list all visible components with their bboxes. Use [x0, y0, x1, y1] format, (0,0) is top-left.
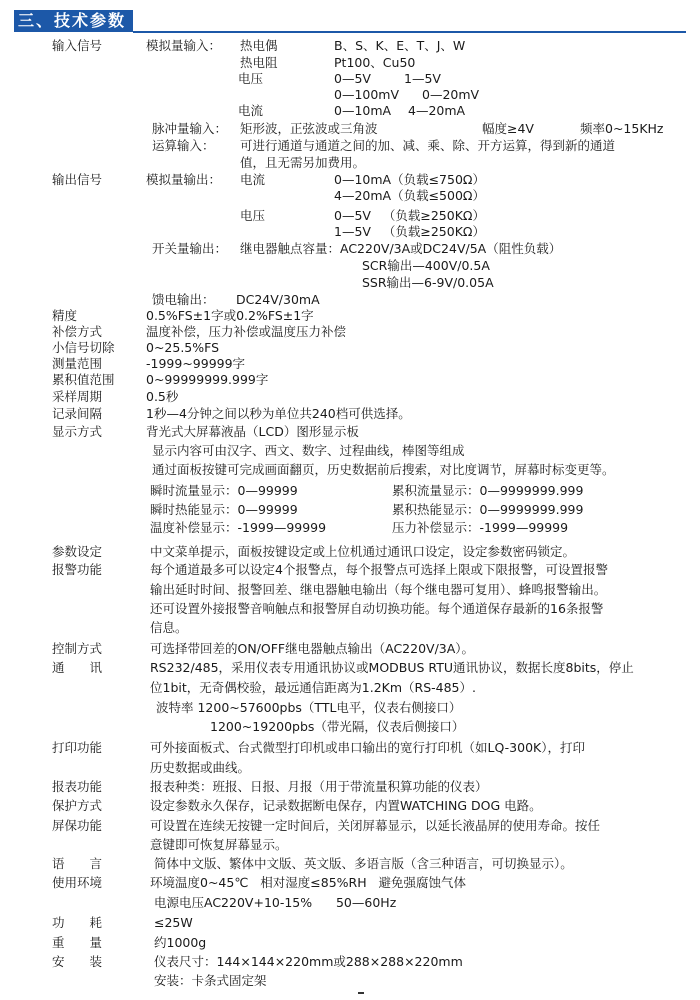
- ssr-output: SSR输出—6-9V/0.05A: [362, 275, 494, 290]
- environment-line-1: 环境温度0~45℃ 相对湿度≤85%RH 避免强腐蚀气体: [150, 875, 467, 890]
- calc-input-line-1: 可进行通道与通道之间的加、减、乘、除、开方运算，得到新的通道: [240, 138, 616, 153]
- language-label: 语 言: [52, 856, 103, 871]
- rtd-label: 热电阻: [240, 55, 278, 70]
- control-value: 可选择带回差的ON/OFF继电器触点输出（AC220V/3A）。: [150, 641, 475, 656]
- display-label: 显示方式: [52, 424, 103, 439]
- calc-input-label: 运算输入：: [152, 138, 215, 153]
- compensation-value: 温度补偿，压力补偿或温度压力补偿: [146, 324, 347, 339]
- calc-input-line-2: 值，且无需另加费用。: [240, 155, 366, 170]
- environment-line-2: 电源电压AC220V+10-15% 50—60Hz: [154, 895, 397, 910]
- analog-input-label: 模拟量输入：: [146, 38, 222, 53]
- input-current-range-1: 0—10mA: [334, 103, 392, 118]
- pulse-input-label: 脉冲量输入：: [152, 121, 228, 136]
- heat-accumulated-display: 累积热能显示：0—9999999.999: [392, 502, 584, 517]
- comm-line-2: 位1bit，无奇偶校验，最远通信距离为1.2Km（RS-485）.: [150, 680, 476, 695]
- output-voltage-label: 电压: [240, 208, 266, 223]
- pulse-waveforms: 矩形波，正弦波或三角波: [240, 121, 378, 136]
- comm-line-1: RS232/485，采用仪表专用通讯协议或MODBUS RTU通讯协议，数据长度8bits，停止: [150, 660, 634, 675]
- accumulate-range-label: 累积值范围: [52, 372, 115, 387]
- control-label: 控制方式: [52, 641, 103, 656]
- relay-capacity: 继电器触点容量：AC220V/3A或DC24V/5A（阻性负载）: [240, 241, 562, 256]
- alarm-line-1: 每个通道最多可以设定4个报警点，每个报警点可选择上限或下限报警，可设置报警: [150, 562, 608, 577]
- display-line-3: 通过面板按键可完成画面翻页，历史数据前后搜索，对比度调节，屏幕时标变更等。: [152, 462, 615, 477]
- alarm-line-4: 信息。: [150, 620, 188, 635]
- comm-label: 通 讯: [52, 660, 103, 675]
- param-setting-value: 中文菜单提示，面板按键设定或上位机通过通讯口设定，设定参数密码锁定。: [150, 544, 576, 559]
- flow-instant-display: 瞬时流量显示：0—99999: [150, 483, 298, 498]
- feed-output-value: DC24V/30mA: [236, 292, 320, 307]
- display-line-2: 显示内容可由汉字、西文、数字、过程曲线，棒图等组成: [152, 443, 465, 458]
- environment-label: 使用环境: [52, 875, 103, 890]
- input-current-label: 电流: [238, 103, 264, 118]
- temp-comp-display: 温度补偿显示：-1999—99999: [150, 520, 327, 535]
- rtd-types: Pt100、Cu50: [334, 55, 416, 70]
- pulse-amplitude: 幅度≥4V: [482, 121, 534, 136]
- section-divider: [133, 31, 686, 33]
- report-value: 报表种类：班报、日报、月报（用于带流量积算功能的仪表）: [150, 779, 488, 794]
- switch-output-label: 开关量输出：: [152, 241, 228, 256]
- cutoff-value: 0~25.5%FS: [146, 340, 220, 355]
- print-line-2: 历史数据或曲线。: [150, 760, 251, 775]
- output-current-1: 0—10mA（负载≤750Ω）: [334, 172, 485, 187]
- screensaver-line-2: 意键即可恢复屏幕显示。: [150, 837, 288, 852]
- section-title: 三、技术参数: [14, 10, 133, 32]
- flow-accumulated-display: 累积流量显示：0—9999999.999: [392, 483, 584, 498]
- output-current-label: 电流: [240, 172, 266, 187]
- input-mv-range-1: 0—100mV: [334, 87, 400, 102]
- analog-output-label: 模拟量输出：: [146, 172, 222, 187]
- input-voltage-label: 电压: [238, 71, 264, 86]
- install-label: 安 装: [52, 954, 103, 969]
- record-interval-value: 1秒—4分钟之间以秒为单位共240档可供选择。: [146, 406, 411, 421]
- input-current-range-2: 4—20mA: [408, 103, 466, 118]
- thermocouple-label: 热电偶: [240, 38, 278, 53]
- sample-period-label: 采样周期: [52, 389, 103, 404]
- heat-instant-display: 瞬时热能显示：0—99999: [150, 502, 298, 517]
- baud-rate-2: 1200~19200pbs（带光隔，仪表后侧接口）: [210, 719, 465, 734]
- input-signal-label: 输入信号: [52, 38, 103, 53]
- output-current-2: 4—20mA（负载≤500Ω）: [334, 188, 485, 203]
- accuracy-value: 0.5%FS±1字或0.2%FS±1字: [146, 308, 314, 323]
- sample-period-value: 0.5秒: [146, 389, 179, 404]
- output-voltage-1: 0—5V （负载≥250KΩ）: [334, 208, 485, 223]
- screensaver-line-1: 可设置在连续无按键一定时间后，关闭屏幕显示，以延长液晶屏的使用寿命。按任: [150, 818, 601, 833]
- protection-label: 保护方式: [52, 798, 103, 813]
- scr-output: SCR输出—400V/0.5A: [362, 258, 490, 273]
- output-voltage-2: 1—5V （负载≥250KΩ）: [334, 224, 485, 239]
- compensation-label: 补偿方式: [52, 324, 103, 339]
- power-label: 功 耗: [52, 915, 103, 930]
- language-value: 简体中文版、繁体中文版、英文版、多语言版（含三种语言，可切换显示）。: [154, 856, 573, 871]
- alarm-label: 报警功能: [52, 562, 103, 577]
- alarm-line-3: 还可设置外接报警音响触点和报警屏自动切换功能。每个通道保存最新的16条报警: [150, 601, 604, 616]
- weight-value: 约1000g: [154, 935, 207, 950]
- record-interval-label: 记录间隔: [52, 406, 103, 421]
- param-setting-label: 参数设定: [52, 544, 103, 559]
- input-voltage-range-1: 0—5V: [334, 71, 371, 86]
- protection-value: 设定参数永久保存，记录数据断电保存，内置WATCHING DOG 电路。: [150, 798, 542, 813]
- pulse-frequency: 频率0~15KHz: [580, 121, 664, 136]
- pressure-comp-display: 压力补偿显示：-1999—99999: [392, 520, 569, 535]
- cutoff-label: 小信号切除: [52, 340, 115, 355]
- thermocouple-types: B、S、K、E、T、J、W: [334, 38, 466, 53]
- screensaver-label: 屏保功能: [52, 818, 103, 833]
- accumulate-range-value: 0~99999999.999字: [146, 372, 269, 387]
- feed-output-label: 馈电输出：: [152, 292, 215, 307]
- baud-rate-1: 波特率 1200~57600pbs（TTL电平，仪表右侧接口）: [156, 700, 462, 715]
- install-line-2: 安装：卡条式固定架: [154, 973, 267, 988]
- alarm-line-2: 输出延时时间、报警回差、继电器触电输出（每个继电器可复用）、蜂鸣报警输出。: [150, 582, 607, 597]
- power-value: ≤25W: [154, 915, 193, 930]
- input-mv-range-2: 0—20mV: [422, 87, 480, 102]
- page-number-mark: [358, 992, 364, 1000]
- measure-range-value: -1999~99999字: [146, 356, 246, 371]
- measure-range-label: 测量范围: [52, 356, 103, 371]
- input-voltage-range-2: 1—5V: [404, 71, 441, 86]
- weight-label: 重 量: [52, 935, 103, 950]
- output-signal-label: 输出信号: [52, 172, 103, 187]
- print-line-1: 可外接面板式、台式微型打印机或串口输出的宽行打印机（如LQ-300K），打印: [150, 740, 585, 755]
- display-line-1: 背光式大屏幕液晶（LCD）图形显示板: [146, 424, 359, 439]
- print-label: 打印功能: [52, 740, 103, 755]
- accuracy-label: 精度: [52, 308, 78, 323]
- install-line-1: 仪表尺寸：144×144×220mm或288×288×220mm: [154, 954, 463, 969]
- report-label: 报表功能: [52, 779, 103, 794]
